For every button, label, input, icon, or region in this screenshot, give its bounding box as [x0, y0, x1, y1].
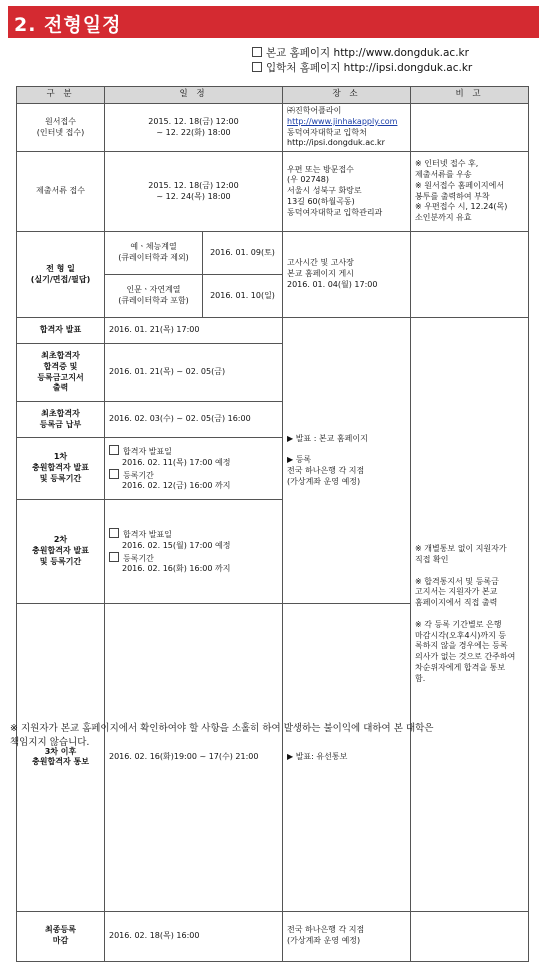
- link-row: [252, 61, 472, 76]
- subcategory: 인문ㆍ자연계열 (큐레이터학과 포함): [105, 275, 203, 318]
- row-place: 고사시간 및 고사장 본교 홈페이지 게시 2016. 01. 04(월) 17:00: [283, 232, 411, 318]
- row-schedule: 2016. 02. 16(화)19:00 ~ 17(수) 21:00: [105, 604, 283, 911]
- homepage-links: [252, 46, 472, 76]
- row-label: 최종등록 마감: [17, 911, 105, 961]
- footnote: ※ 지원자가 본교 홈페이지에서 확인하여야 할 사항을 소홀히 하여 발생하는 불이익에 대하여 본 대학은 책임지지 않습니다.: [10, 723, 434, 748]
- homepage-link[interactable]: 본교 홈페이지 http://www.dongduk.ac.kr: [266, 47, 469, 59]
- row-note: ※ 인터넷 접수 후, 제출서류를 우송 ※ 원서접수 홈페이지에서 봉투를 출력하여 부착 ※ 우편접수 시, 12.24(목) 소인분까지 유효: [411, 152, 529, 232]
- col-header-place: 장 소: [283, 87, 411, 104]
- table-row: [17, 318, 529, 344]
- table-row: [17, 104, 529, 152]
- row-date: 2016. 01. 09(토): [203, 232, 283, 275]
- item-time: 2016. 02. 12(금) 16:00 까지: [122, 481, 231, 491]
- row-label: 합격자 발표: [17, 318, 105, 344]
- row-place: 전국 하나은행 각 지점 (가상계좌 운영 예정): [283, 911, 411, 961]
- row-note: [411, 911, 529, 961]
- row-label: 3차 이후 충원합격자 통보: [17, 604, 105, 911]
- row-schedule: 2015. 12. 18(금) 12:00 ~ 12. 24(목) 18:00: [105, 152, 283, 232]
- item-label: 합격자 발표일: [123, 447, 172, 457]
- checkbox-icon: [109, 469, 119, 479]
- item-label: 등록기간: [123, 470, 154, 480]
- item-time: 2016. 02. 11(목) 17:00 예정: [122, 457, 231, 467]
- merged-place: ▶ 발표 : 본교 홈페이지 ▶ 등록 전국 하나은행 각 지점 (가상계좌 운영 예정): [283, 318, 411, 604]
- place-text: 동덕여자대학교 입학처 http://ipsi.dongduk.ac.kr: [287, 127, 385, 148]
- row-date: 2016. 01. 10(일): [203, 275, 283, 318]
- item-label: 합격자 발표일: [123, 530, 172, 540]
- row-schedule: [105, 438, 283, 500]
- table-header-row: [17, 87, 529, 104]
- row-label: 최초합격자 합격증 및 등록금고지서 출력: [17, 344, 105, 402]
- col-header-category: 구 분: [17, 87, 105, 104]
- item-time: 2016. 02. 16(화) 16:00 까지: [122, 564, 231, 574]
- item-label: 등록기간: [123, 553, 154, 563]
- row-note: [411, 104, 529, 152]
- item-time: 2016. 02. 15(월) 17:00 예정: [122, 540, 231, 550]
- row-place: [283, 104, 411, 152]
- checkbox-icon: [252, 47, 262, 57]
- row-schedule: 2016. 01. 21(목) ~ 02. 05(금): [105, 344, 283, 402]
- row-schedule: 2016. 01. 21(목) 17:00: [105, 318, 283, 344]
- row-schedule: 2016. 02. 03(수) ~ 02. 05(금) 16:00: [105, 402, 283, 438]
- subcategory: 예ㆍ체능계열 (큐레이터학과 제외): [105, 232, 203, 275]
- col-header-note: 비 고: [411, 87, 529, 104]
- merged-note: ※ 개별통보 없이 지원자가 직접 확인 ※ 합격통지서 및 등록금 고지서는 지원자가 본교 홈페이지에서 직접 출력 ※ 각 등록 기간별로 은행 마감시각(오후4시)까지 등 록하지 않을 경우에는 등록 의사가 없는 것으로 간주하여 차순위자에게 합격을 통보 함.: [411, 318, 529, 911]
- row-label: 원서접수 (인터넷 접수): [17, 104, 105, 152]
- row-label: 전 형 일 (실기/면접/필답): [17, 232, 105, 318]
- section-header: [8, 6, 539, 38]
- row-schedule: [105, 500, 283, 604]
- schedule-table: [16, 86, 529, 962]
- row-label: 최초합격자 등록금 납부: [17, 402, 105, 438]
- section-title: 2. 전형일정: [14, 14, 122, 36]
- checkbox-icon: [109, 445, 119, 455]
- row-place: 우편 또는 방문접수 (우 02748) 서울시 성북구 화랑로 13길 60(하월곡동) 동덕여자대학교 입학관리과: [283, 152, 411, 232]
- checkbox-icon: [109, 552, 119, 562]
- row-schedule: 2016. 02. 18(목) 16:00: [105, 911, 283, 961]
- row-place: ▶ 발표: 유선통보: [283, 604, 411, 911]
- row-label: 1차 충원합격자 발표 및 등록기간: [17, 438, 105, 500]
- checkbox-icon: [109, 528, 119, 538]
- jinhak-link[interactable]: http://www.jinhakapply.com: [287, 116, 398, 126]
- link-row: [252, 46, 472, 61]
- place-text: ㈜진학어플라이: [287, 106, 342, 115]
- row-note: [411, 232, 529, 318]
- table-row: [17, 911, 529, 961]
- row-schedule: 2015. 12. 18(금) 12:00 ~ 12. 22(화) 18:00: [105, 104, 283, 152]
- table-row: [17, 152, 529, 232]
- col-header-schedule: 일 정: [105, 87, 283, 104]
- table-row: [17, 232, 529, 275]
- checkbox-icon: [252, 62, 262, 72]
- row-label: 2차 충원합격자 발표 및 등록기간: [17, 500, 105, 604]
- row-label: 제출서류 접수: [17, 152, 105, 232]
- admission-link[interactable]: 입학처 홈페이지 http://ipsi.dongduk.ac.kr: [266, 62, 473, 74]
